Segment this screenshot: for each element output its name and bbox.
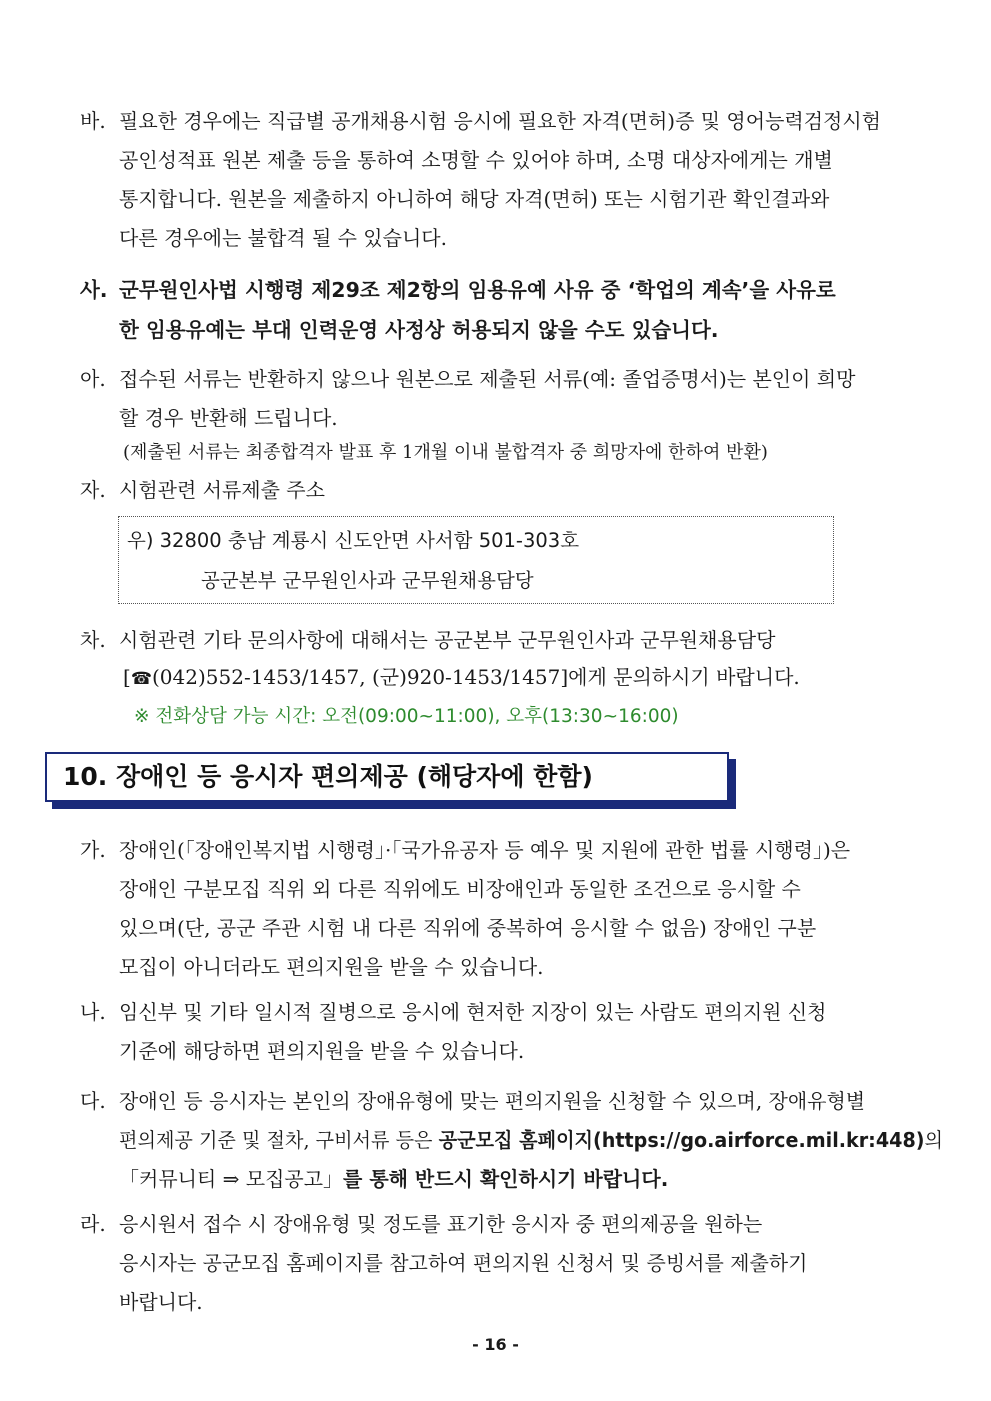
item-cha	[80, 622, 943, 735]
item-na	[80, 993, 943, 1071]
item-line: 장애인 구분모집 직위 외 다른 직위에도 비장애인과 동일한 조건으로 응시할 수	[119, 877, 801, 901]
item-line: 접수된 서류는 반환하지 않으나 원본으로 제출된 서류(예: 졸업증명서)는 본인이 희망	[119, 367, 856, 391]
bracket-open: [	[123, 665, 131, 689]
item-marker: 바.	[80, 109, 106, 133]
page-number: - 16 -	[472, 1335, 519, 1354]
address-box	[118, 516, 834, 604]
item-line: 기준에 해당하면 편의지원을 받을 수 있습니다.	[119, 1039, 525, 1063]
item-marker: 아.	[80, 367, 106, 391]
item-line	[80, 1160, 943, 1199]
phone-icon: ☎	[130, 669, 152, 689]
item-line: 필요한 경우에는 직급별 공개채용시험 응시에 필요한 자격(면허)증 및 영어능력검정시험	[119, 109, 881, 133]
item-line: 있으며(단, 공군 주관 시험 내 다른 직위에 중복하여 응시할 수 없음) 장애인 구분	[119, 916, 817, 940]
item-line: 응시원서 접수 시 장애유형 및 정도를 표기한 응시자 중 편의제공을 원하는	[119, 1212, 763, 1236]
address-line-1: 우) 32800 충남 계룡시 신도안면 사서함 501-303호	[127, 529, 580, 552]
item-line: 모집이 아니더라도 편의지원을 받을 수 있습니다.	[119, 955, 544, 979]
item-marker: 자.	[80, 478, 106, 502]
item-line	[80, 1121, 943, 1160]
emphasis-text: 를 통해 반드시 확인하시기 바랍니다.	[343, 1167, 669, 1191]
item-ra	[80, 1205, 943, 1322]
item-line: 한 임용유예는 부대 인력운영 사정상 허용되지 않을 수도 있습니다.	[119, 318, 719, 342]
phone-hours: ※ 전화상담 가능 시간: 오전(09:00~11:00), 오후(13:30~16:00)	[134, 706, 679, 727]
item-ja	[80, 471, 943, 510]
item-line: 공인성적표 원본 제출 등을 통하여 소명할 수 있어야 하며, 소명 대상자에게는 개별	[119, 148, 833, 172]
item-marker: 차.	[80, 628, 106, 652]
item-text: 편의제공 기준 및 절차, 구비서류 등은	[119, 1128, 439, 1152]
item-marker: 사.	[80, 278, 108, 302]
item-ga	[80, 831, 943, 987]
item-marker: 나.	[80, 1000, 106, 1024]
item-line: 시험관련 서류제출 주소	[119, 478, 325, 502]
item-text: 의	[924, 1128, 943, 1152]
item-sa	[80, 270, 943, 350]
item-line: 군무원인사법 시행령 제29조 제2항의 임용유예 사유 중 ‘학업의 계속’을 사유로	[119, 278, 836, 302]
item-marker: 라.	[80, 1212, 106, 1236]
item-line: 시험관련 기타 문의사항에 대해서는 공군본부 군무원인사과 군무원채용담당	[119, 628, 776, 652]
item-line: 임신부 및 기타 일시적 질병으로 응시에 현저한 지장이 있는 사람도 편의지원 신청	[119, 1000, 827, 1024]
homepage-link[interactable]: 공군모집 홈페이지(https://go.airforce.mil.kr:448)	[438, 1128, 925, 1152]
item-marker: 가.	[80, 838, 106, 862]
item-note: (제출된 서류는 최종합격자 발표 후 1개월 이내 불합격자 중 희망자에 한하여 반환)	[123, 442, 768, 463]
item-a	[80, 360, 943, 468]
item-line: 장애인(「장애인복지법 시행령」·「국가유공자 등 예우 및 지원에 관한 법률 시행령」)은	[119, 838, 851, 862]
item-line: 바랍니다.	[119, 1290, 203, 1314]
item-line: 장애인 등 응시자는 본인의 장애유형에 맞는 편의지원을 신청할 수 있으며, 장애유형별	[119, 1089, 866, 1113]
item-line: 다른 경우에는 불합격 될 수 있습니다.	[119, 226, 447, 250]
address-line-2: 공군본부 군무원인사과 군무원채용담당	[201, 569, 534, 592]
section-heading: 10. 장애인 등 응시자 편의제공 (해당자에 한함)	[45, 752, 729, 802]
item-line: 할 경우 반환해 드립니다.	[119, 406, 338, 430]
item-ba	[80, 102, 943, 258]
item-text: 「커뮤니티 ⇒ 모집공고」	[119, 1167, 344, 1191]
item-marker: 다.	[80, 1089, 106, 1113]
item-line: 응시자는 공군모집 홈페이지를 참고하여 편의지원 신청서 및 증빙서를 제출하기	[119, 1251, 808, 1275]
item-line: 통지합니다. 원본을 제출하지 아니하여 해당 자격(면허) 또는 시험기관 확인결과와	[119, 187, 830, 211]
phone-numbers: (042)552-1453/1457, (군)920-1453/1457]에게 문의하시기 바랍니다.	[152, 665, 800, 689]
item-da	[80, 1082, 943, 1199]
item-line	[80, 659, 943, 698]
